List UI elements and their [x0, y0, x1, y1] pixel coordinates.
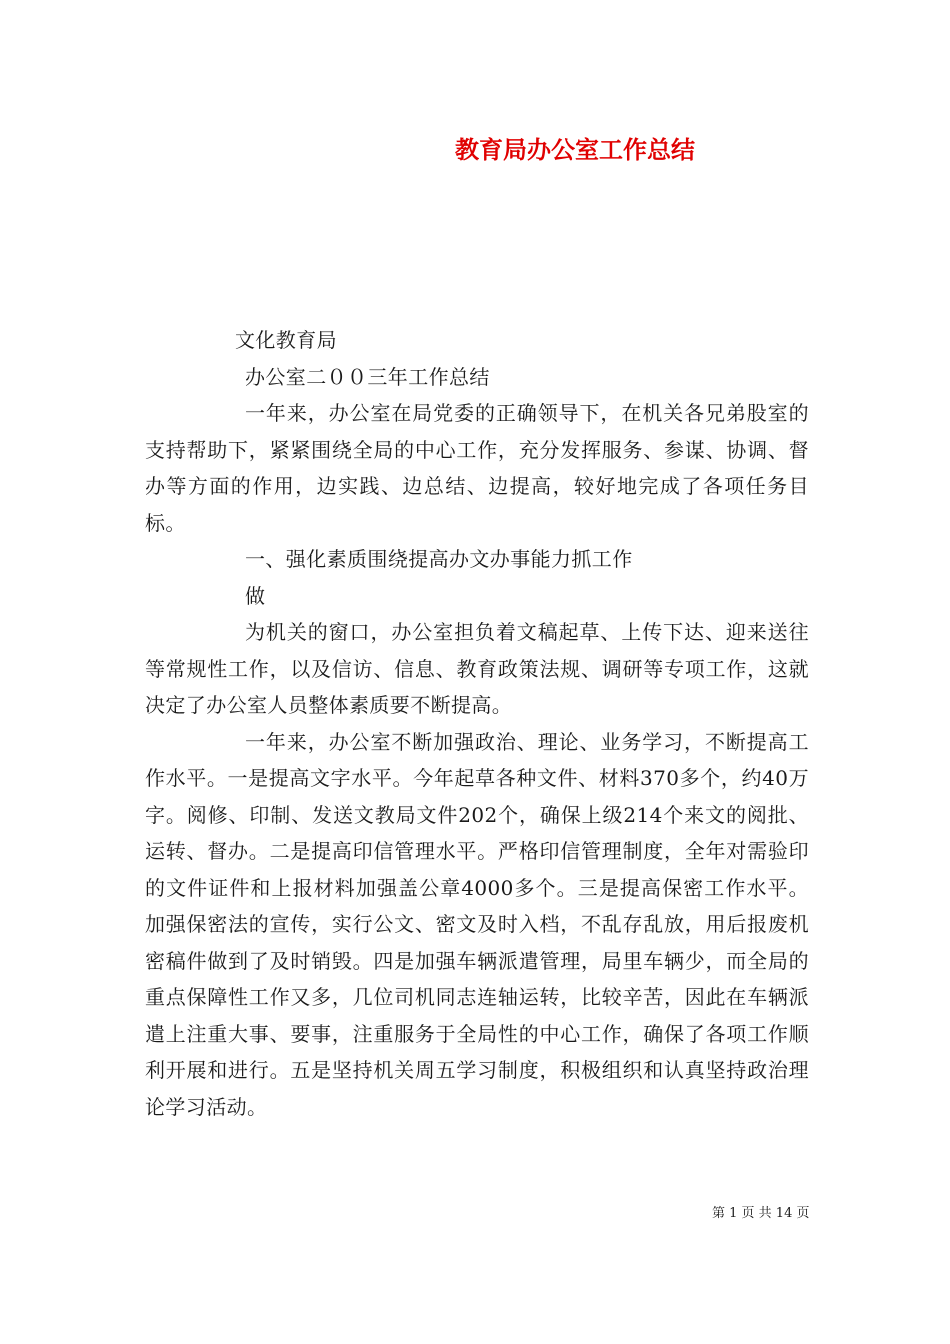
document-body	[145, 322, 809, 1125]
subtitle-line: 办公室二００三年工作总结	[245, 364, 490, 389]
org-line: 文化教育局	[235, 328, 337, 352]
paragraph-window-role: 为机关的窗口，办公室担负着文稿起草、上传下达、迎来送往等常规性工作，以及信访、信息、教育政策法规、调研等专项工作，这就决定了办公室人员整体素质要不断提高。	[145, 620, 809, 717]
document-title: 教育局办公室工作总结	[455, 135, 695, 164]
paragraph-work-summary: 一年来，办公室不断加强政治、理论、业务学习，不断提高工作水平。一是提高文字水平。今年起草各种文件、材料370多个，约40万字。阅修、印制、发送文教局文件202个，确保上级214个来文的阅批、运转、督办。二是提高印信管理水平。严格印信管理制度，全年对需验印的文件证件和上报材料加强盖公章4000多个。三是提高保密工作水平。加强保密法的宣传，实行公文、密文及时入档，不乱存乱放，用后报废机密稿件做到了及时销毁。四是加强车辆派遣管理，局里车辆少，而全局的重点保障性工作又多，几位司机同志连轴运转，比较辛苦，因此在车辆派遣上注重大事、要事，注重服务于全局性的中心工作，确保了各项工作顺利开展和进行。五是坚持机关周五学习制度，积极组织和认真坚持政治理论学习活动。	[145, 729, 809, 1119]
section-heading-continued: 做	[245, 583, 266, 608]
page-number-footer: 第 1 页 共 14 页	[712, 1206, 810, 1221]
section-heading: 一、强化素质围绕提高办文办事能力抓工作	[245, 547, 633, 571]
paragraph-intro: 一年来，办公室在局党委的正确领导下，在机关各兄弟股室的支持帮助下，紧紧围绕全局的中心工作，充分发挥服务、参谋、协调、督办等方面的作用，边实践、边总结、边提高，较好地完成了各项任务目标。	[145, 401, 809, 535]
